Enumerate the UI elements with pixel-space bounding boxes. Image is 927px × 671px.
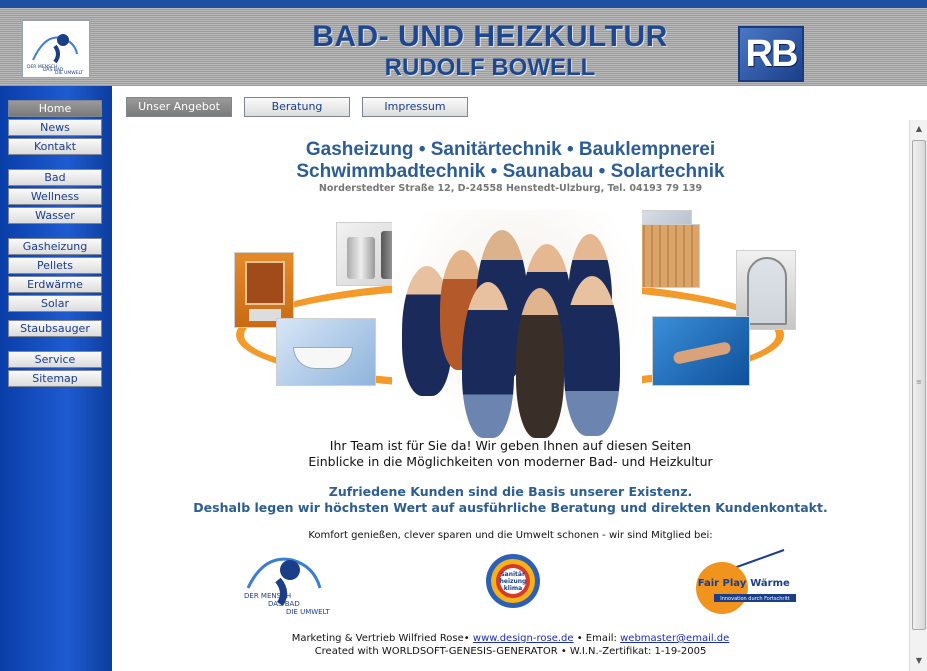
footer-prefix: Marketing & Vertrieb Wilfried Rose• bbox=[291, 633, 470, 644]
team-collage bbox=[232, 210, 812, 440]
sidebar-group-main bbox=[8, 100, 102, 157]
sidebar-item-bad[interactable]: Bad bbox=[8, 169, 102, 186]
svg-text:klima: klima bbox=[503, 585, 523, 592]
fair-play-waerme-badge[interactable] bbox=[694, 548, 798, 618]
footer-email-link[interactable]: webmaster@email.de bbox=[620, 633, 730, 644]
sidebar-group-service bbox=[8, 351, 102, 389]
svg-text:sanitär: sanitär bbox=[501, 571, 525, 578]
scroll-thumb[interactable] bbox=[912, 140, 926, 630]
company-address: Norderstedter Straße 12, D-24558 Henstedt-Ulzburg, Tel. 04193 79 139 bbox=[318, 183, 703, 194]
svg-text:DIE UMWELT: DIE UMWELT bbox=[286, 608, 330, 616]
site-subtitle: RUDOLF BOWELL bbox=[384, 54, 596, 81]
sidebar bbox=[0, 86, 112, 671]
svg-text:DER MENSCH: DER MENSCH bbox=[244, 592, 292, 600]
membership-text: Komfort genießen, clever sparen und die Umwelt schonen - wir sind Mitglied bei: bbox=[308, 530, 713, 541]
footer-created: Created with WORLDSOFT-GENESIS-GENERATOR • W.I.N.-Zertifikat: 1-19-2005 bbox=[314, 646, 707, 657]
mirror-cabinet-photo bbox=[234, 252, 294, 328]
scroll-up-icon[interactable]: ▲ bbox=[915, 124, 923, 133]
sidebar-item-wellness[interactable]: Wellness bbox=[8, 188, 102, 205]
footer-email-label: • Email: bbox=[576, 633, 617, 644]
svg-text:Wärme: Wärme bbox=[750, 578, 790, 589]
team-text-line-2: Einblicke in die Möglichkeiten von moderner Bad- und Heizkultur bbox=[308, 454, 713, 469]
footer-site-link[interactable]: www.design-rose.de bbox=[472, 633, 574, 644]
otter-badge-icon bbox=[240, 548, 336, 616]
sidebar-item-service[interactable]: Service bbox=[8, 351, 102, 368]
header-logo[interactable] bbox=[22, 20, 90, 78]
shk-badge[interactable] bbox=[484, 552, 542, 610]
sidebar-item-sitemap[interactable]: Sitemap bbox=[8, 370, 102, 387]
services-line-1: Gasheizung • Sanitärtechnik • Bauklempnerei bbox=[305, 139, 716, 160]
sidebar-item-wasser[interactable]: Wasser bbox=[8, 207, 102, 224]
svg-text:heizung: heizung bbox=[499, 578, 527, 585]
scroll-down-icon[interactable]: ▼ bbox=[915, 656, 923, 665]
team-text-line-1: Ihr Team ist für Sie da! Wir geben Ihnen auf diesen Seiten bbox=[329, 438, 692, 453]
vertical-scrollbar[interactable] bbox=[909, 120, 927, 671]
tab-beratung[interactable]: Beratung bbox=[244, 97, 350, 117]
sidebar-item-solar[interactable]: Solar bbox=[8, 295, 102, 312]
page-header bbox=[0, 0, 927, 86]
team-group-photo bbox=[392, 210, 642, 440]
services-line-2: Schwimmbadtechnik • Saunabau • Solartechnik bbox=[296, 161, 725, 182]
svg-text:DAS BAD: DAS BAD bbox=[43, 68, 64, 73]
sidebar-item-gasheizung[interactable]: Gasheizung bbox=[8, 238, 102, 255]
svg-text:DIE UMWELT: DIE UMWELT bbox=[55, 71, 84, 74]
svg-text:DER MENSCH: DER MENSCH bbox=[27, 65, 58, 70]
swimming-pool-photo bbox=[652, 316, 750, 386]
fair-play-logo-icon bbox=[694, 548, 798, 618]
tab-impressum[interactable]: Impressum bbox=[362, 97, 468, 117]
sidebar-item-news[interactable]: News bbox=[8, 119, 102, 136]
sidebar-item-staubsauger[interactable]: Staubsauger bbox=[8, 320, 102, 337]
svg-text:DAS BAD: DAS BAD bbox=[268, 600, 300, 608]
sidebar-group-bath bbox=[8, 169, 102, 226]
bathroom-sink-photo bbox=[276, 318, 376, 386]
sidebar-group-cleaning bbox=[8, 320, 102, 339]
tab-unser-angebot[interactable]: Unser Angebot bbox=[126, 97, 232, 117]
scroll-grip-icon: ≡ bbox=[916, 378, 922, 386]
sidebar-group-heating bbox=[8, 238, 102, 314]
der-mensch-badge[interactable] bbox=[240, 548, 336, 616]
claim-line-1: Zufriedene Kunden sind die Basis unserer Existenz. bbox=[328, 484, 693, 499]
site-title: BAD- UND HEIZKULTUR bbox=[312, 20, 668, 53]
rb-brand-logo: RB bbox=[738, 26, 804, 82]
shk-logo-icon bbox=[484, 552, 542, 610]
sidebar-item-home[interactable]: Home bbox=[8, 100, 102, 117]
svg-text:Fair Play: Fair Play bbox=[697, 578, 747, 589]
sidebar-item-erdwaerme[interactable]: Erdwärme bbox=[8, 276, 102, 293]
claim-line-2: Deshalb legen wir höchsten Wert auf ausführliche Beratung und direkten Kundenkontakt. bbox=[193, 500, 828, 515]
otter-logo-icon bbox=[25, 24, 87, 74]
sidebar-item-kontakt[interactable]: Kontakt bbox=[8, 138, 102, 155]
sidebar-item-pellets[interactable]: Pellets bbox=[8, 257, 102, 274]
footer-marketing bbox=[112, 632, 909, 645]
svg-text:Innovation durch Fortschritt: Innovation durch Fortschritt bbox=[720, 596, 790, 602]
main-content bbox=[112, 120, 909, 671]
